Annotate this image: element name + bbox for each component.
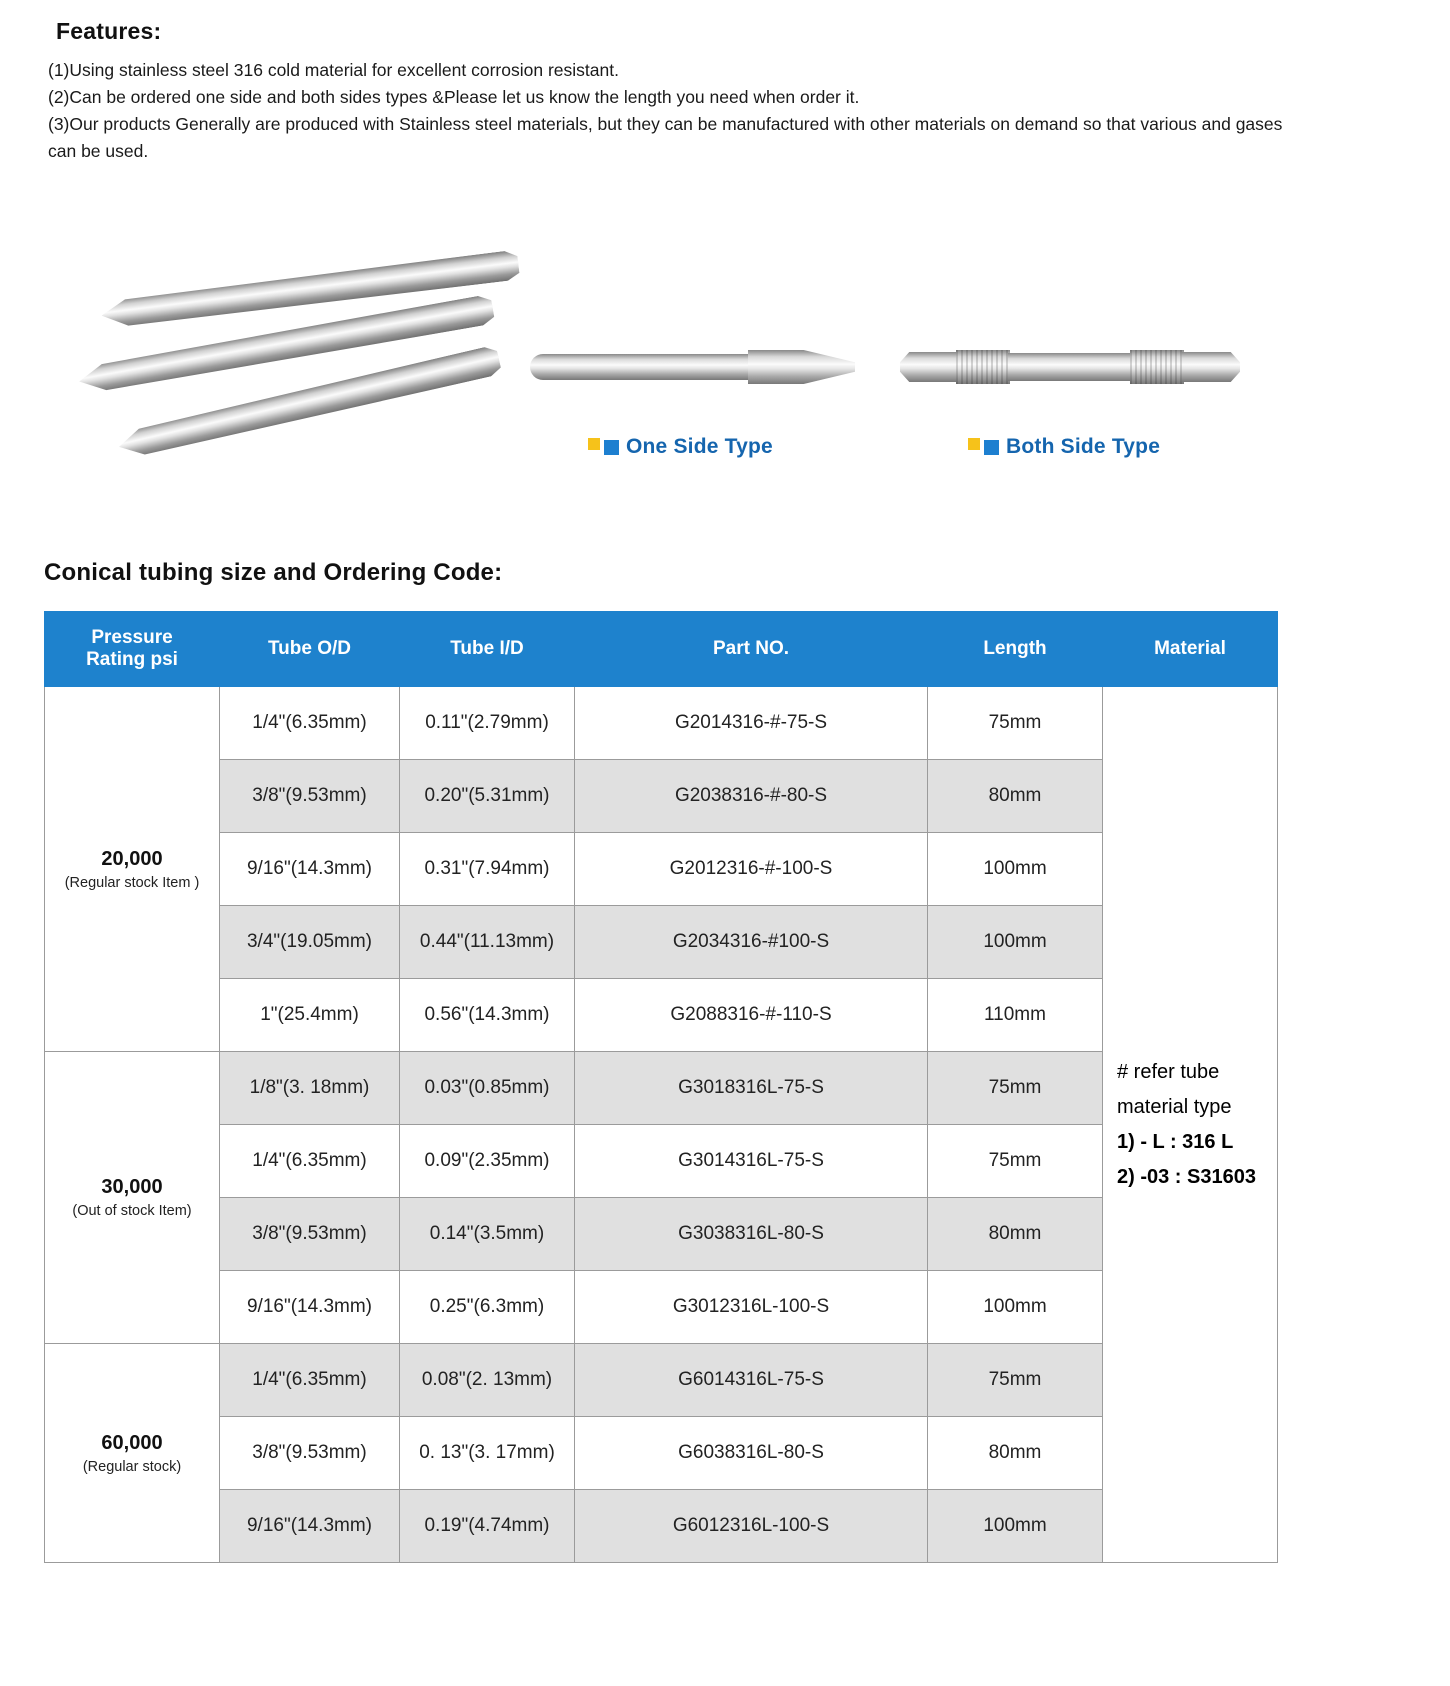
tube-od-cell: 3/8"(9.53mm)	[220, 760, 400, 833]
tube-shaft	[1008, 353, 1132, 381]
pressure-stock-note: (Regular stock)	[82, 1458, 182, 1475]
tube-knurled-collar-right	[1130, 350, 1184, 384]
table-row	[45, 760, 1278, 833]
length-cell: 75mm	[928, 1344, 1103, 1417]
table-row	[45, 906, 1278, 979]
tube-id-cell: 0.31"(7.94mm)	[400, 833, 575, 906]
length-cell: 80mm	[928, 1198, 1103, 1271]
tube-id-cell: 0.03"(0.85mm)	[400, 1052, 575, 1125]
tube-id-cell: 0.44"(11.13mm)	[400, 906, 575, 979]
tube-shaft	[530, 354, 748, 380]
one-side-legend	[588, 435, 773, 459]
tube-cone-tip-right	[1182, 352, 1240, 382]
legend-yellow-square-icon	[588, 438, 600, 450]
material-note-line: # refer tube material type	[1117, 1060, 1232, 1118]
one-side-type-label: One Side Type	[626, 435, 773, 458]
part-no-cell: G2012316-#-100-S	[575, 833, 928, 906]
tube-id-cell: 0.56"(14.3mm)	[400, 979, 575, 1052]
part-no-cell: G2034316-#100-S	[575, 906, 928, 979]
length-cell: 75mm	[928, 1125, 1103, 1198]
length-cell: 100mm	[928, 1490, 1103, 1563]
length-cell: 110mm	[928, 979, 1103, 1052]
header-tube-od: Tube O/D	[220, 612, 400, 687]
tube-id-cell: 0.25"(6.3mm)	[400, 1271, 575, 1344]
material-note-line: 2) -03 : S31603	[1117, 1165, 1256, 1188]
table-body	[45, 687, 1278, 1563]
tube-od-cell: 9/16"(14.3mm)	[220, 833, 400, 906]
one-side-tube-illustration	[530, 345, 855, 389]
length-cell: 100mm	[928, 906, 1103, 979]
tube-od-cell: 9/16"(14.3mm)	[220, 1490, 400, 1563]
part-no-cell: G2014316-#-75-S	[575, 687, 928, 760]
tube-id-cell: 0.14"(3.5mm)	[400, 1198, 575, 1271]
tube-od-cell: 3/4"(19.05mm)	[220, 906, 400, 979]
pressure-stock-note: (Regular stock Item )	[64, 874, 200, 891]
tube-id-cell: 0.08"(2. 13mm)	[400, 1344, 575, 1417]
part-no-cell: G2088316-#-110-S	[575, 979, 928, 1052]
part-no-cell: G2038316-#-80-S	[575, 760, 928, 833]
table-row	[45, 1417, 1278, 1490]
tube-od-cell: 1/4"(6.35mm)	[220, 1125, 400, 1198]
feature-line-2: (2)Can be ordered one side and both sides types &Please let us know the length you need when order it.	[48, 87, 860, 107]
legend-blue-square-icon	[604, 440, 619, 455]
pressure-value: 60,000	[101, 1431, 163, 1454]
table-row	[45, 1198, 1278, 1271]
length-cell: 80mm	[928, 1417, 1103, 1490]
table-row	[45, 1490, 1278, 1563]
tube-od-cell: 3/8"(9.53mm)	[220, 1417, 400, 1490]
features-list	[48, 57, 1450, 165]
header-material: Material	[1103, 612, 1278, 687]
table-header-row	[45, 612, 1278, 687]
table-row	[45, 687, 1278, 760]
tube-id-cell: 0. 13"(3. 17mm)	[400, 1417, 575, 1490]
part-no-cell: G3014316L-75-S	[575, 1125, 928, 1198]
both-side-legend	[968, 435, 1160, 459]
features-title: Features:	[56, 18, 162, 44]
tube-od-cell: 1"(25.4mm)	[220, 979, 400, 1052]
table-row	[45, 1052, 1278, 1125]
part-no-cell: G6012316L-100-S	[575, 1490, 928, 1563]
tube-id-cell: 0.11"(2.79mm)	[400, 687, 575, 760]
length-cell: 100mm	[928, 833, 1103, 906]
tube-cone-tip-left	[900, 352, 958, 382]
tube-od-cell: 1/4"(6.35mm)	[220, 1344, 400, 1417]
product-media	[44, 205, 1450, 525]
length-cell: 75mm	[928, 687, 1103, 760]
tube-id-cell: 0.19"(4.74mm)	[400, 1490, 575, 1563]
tube-od-cell: 1/8"(3. 18mm)	[220, 1052, 400, 1125]
pressure-group-cell	[45, 1344, 220, 1563]
length-cell: 75mm	[928, 1052, 1103, 1125]
tube-od-cell: 1/4"(6.35mm)	[220, 687, 400, 760]
table-row	[45, 1344, 1278, 1417]
material-note-cell	[1103, 687, 1278, 1563]
tube-od-cell: 9/16"(14.3mm)	[220, 1271, 400, 1344]
product-photo	[54, 220, 524, 485]
tube-cone-tip	[748, 350, 855, 384]
tube-knurled-collar-left	[956, 350, 1010, 384]
length-cell: 80mm	[928, 760, 1103, 833]
ordering-code-table	[44, 611, 1278, 1563]
legend-yellow-square-icon	[968, 438, 980, 450]
header-part-no: Part NO.	[575, 612, 928, 687]
table-row	[45, 1125, 1278, 1198]
table-title: Conical tubing size and Ordering Code:	[44, 559, 503, 586]
feature-line-1: (1)Using stainless steel 316 cold material for excellent corrosion resistant.	[48, 60, 619, 80]
both-side-type-label: Both Side Type	[1006, 435, 1161, 458]
pressure-value: 20,000	[101, 847, 163, 870]
table-row	[45, 979, 1278, 1052]
tube-id-cell: 0.20"(5.31mm)	[400, 760, 575, 833]
feature-line-3: (3)Our products Generally are produced with Stainless steel materials, but they can be manufactured with other materials on demand so that various and gases can be used.	[48, 114, 1283, 161]
part-no-cell: G3038316L-80-S	[575, 1198, 928, 1271]
part-no-cell: G6038316L-80-S	[575, 1417, 928, 1490]
part-no-cell: G3012316L-100-S	[575, 1271, 928, 1344]
table-row	[45, 833, 1278, 906]
pressure-group-cell	[45, 1052, 220, 1344]
part-no-cell: G3018316L-75-S	[575, 1052, 928, 1125]
header-pressure: Pressure Rating psi	[45, 612, 220, 687]
header-tube-id: Tube I/D	[400, 612, 575, 687]
pressure-stock-note: (Out of stock Item)	[72, 1203, 192, 1219]
part-no-cell: G6014316L-75-S	[575, 1344, 928, 1417]
table-row	[45, 1271, 1278, 1344]
both-side-tube-illustration	[900, 345, 1240, 389]
pressure-group-cell	[45, 687, 220, 1052]
material-note-line: 1) - L : 316 L	[1117, 1130, 1234, 1153]
pressure-value: 30,000	[101, 1176, 163, 1198]
tube-id-cell: 0.09"(2.35mm)	[400, 1125, 575, 1198]
length-cell: 100mm	[928, 1271, 1103, 1344]
header-length: Length	[928, 612, 1103, 687]
tube-od-cell: 3/8"(9.53mm)	[220, 1198, 400, 1271]
legend-blue-square-icon	[984, 440, 999, 455]
